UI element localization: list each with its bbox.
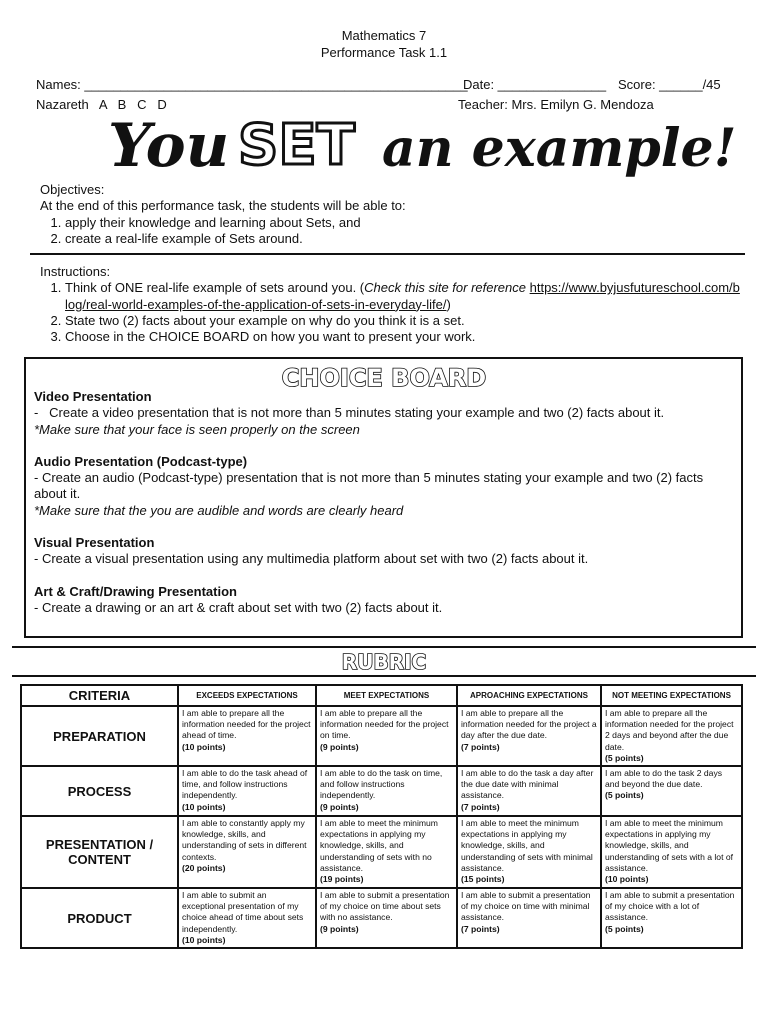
rubric-cell: I am able to do the task 2 days and beyond the due date. (5 points)	[601, 766, 742, 816]
rubric-cell: I am able to submit a presentation of my choice on time with minimal assistance. (7 points)	[457, 888, 601, 948]
banner-you: You	[108, 111, 230, 181]
rubric-cell: I am able to submit a presentation of my choice on time about sets with no assistance. (9 points)	[316, 888, 457, 948]
criteria-label: PROCESS	[21, 766, 178, 816]
table-row	[21, 766, 742, 816]
rubric-cell: I am able to meet the minimum expectations in applying my knowledge, skills, and understanding of sets with minimal assistance. (15 points)	[457, 816, 601, 888]
rubric-cell: I am able to constantly apply my knowledge, skills, and understanding of sets in different contexts. (20 points)	[178, 816, 316, 888]
video-heading: Video Presentation	[34, 389, 152, 404]
rubric-header: APROACHING EXPECTATIONS	[457, 685, 601, 706]
rubric-header: MEET EXPECTATIONS	[316, 685, 457, 706]
rubric-header: CRITERIA	[21, 685, 178, 706]
instruction-item-1	[65, 280, 740, 313]
names-field: Names: _____________________________________________________	[36, 77, 468, 92]
art-heading: Art & Craft/Drawing Presentation	[34, 583, 237, 599]
rubric-cell: I am able to meet the minimum expectations in applying my knowledge, skills, and understanding of sets with a lot of assistance. (10 points)	[601, 816, 742, 888]
svg-text:CHOICE BOARD: CHOICE BOARD	[281, 364, 487, 392]
instruction-item-2: 2. State two (2) facts about your example on why do you think it is a set.	[65, 313, 740, 329]
banner-example: an example!	[382, 118, 737, 179]
instruction-1-italic: Check this site for reference	[364, 280, 530, 296]
criteria-label: PRESENTATION / CONTENT	[21, 816, 178, 888]
svg-text:RUBRIC: RUBRIC	[341, 650, 427, 674]
choice-board	[24, 357, 743, 638]
criteria-label: PRODUCT	[21, 888, 178, 948]
visual-desc: - Create a visual presentation using any multimedia platform about set with two (2) facts about it.	[34, 551, 589, 567]
section-line: Nazareth A B C D	[36, 97, 167, 112]
instruction-1-close: )	[446, 296, 451, 312]
rubric-cell: I am able to prepare all the information needed for the project 2 days and beyond after the due date. (5 points)	[601, 706, 742, 766]
instructions-section	[40, 264, 740, 345]
video-note: *Make sure that your face is seen properly on the screen	[34, 421, 360, 437]
video-desc: - Create a video presentation that is not more than 5 minutes stating your example and two (2) facts about it.	[34, 405, 665, 421]
rubric-cell: I am able to submit a presentation of my choice with a lot of assistance. (5 points)	[601, 888, 742, 948]
score-field: Score: ______/45	[618, 77, 721, 92]
rubric-cell: I am able to submit an exceptional presentation of my choice ahead of time about sets independently. (10 points)	[178, 888, 316, 948]
rubric-table	[20, 684, 743, 949]
subject-title: Mathematics 7	[341, 28, 427, 43]
objective-item: 2. create a real-life example of Sets around.	[65, 231, 740, 247]
instructions-heading: Instructions:	[40, 264, 111, 279]
rubric-rule-bottom	[12, 675, 756, 677]
objective-item: 1. apply their knowledge and learning about Sets, and	[65, 215, 740, 231]
rubric-header: NOT MEETING EXPECTATIONS	[601, 685, 742, 706]
rubric-cell: I am able to prepare all the information needed for the project on time. (9 points)	[316, 706, 457, 766]
audio-note: *Make sure that the you are audible and words are clearly heard	[34, 502, 404, 518]
rubric-cell: I am able to prepare all the information needed for the project a day after the due date. (7 points)	[457, 706, 601, 766]
rubric-header: EXCEEDS EXPECTATIONS	[178, 685, 316, 706]
rubric-header-row	[21, 685, 742, 706]
rubric-cell: I am able to prepare all the information needed for the project ahead of time. (10 points)	[178, 706, 316, 766]
task-title: Performance Task 1.1	[320, 45, 448, 60]
objectives-heading: Objectives:	[40, 182, 105, 197]
art-desc: - Create a drawing or an art & craft about set with two (2) facts about it.	[34, 599, 443, 615]
table-row	[21, 816, 742, 888]
objectives-intro: At the end of this performance task, the students will be able to:	[40, 198, 406, 214]
rubric-cell: I am able to do the task ahead of time, and follow instructions independently. (10 points)	[178, 766, 316, 816]
table-row	[21, 706, 742, 766]
choice-board-title	[273, 363, 495, 391]
criteria-label: PREPARATION	[21, 706, 178, 766]
date-field: Date: _______________	[463, 77, 607, 92]
rubric-cell: I am able to do the task on time, and follow instructions independently. (9 points)	[316, 766, 457, 816]
table-row	[21, 888, 742, 948]
visual-heading: Visual Presentation	[34, 535, 155, 551]
objectives-section	[40, 182, 740, 247]
audio-heading: Audio Presentation (Podcast-type)	[34, 453, 248, 469]
audio-desc: - Create an audio (Podcast-type) presentation that is not more than 5 minutes stating your example and two (2) facts about it.	[34, 470, 704, 502]
instruction-1-text: Think of ONE real-life example of sets around you. (	[65, 280, 365, 296]
banner-title	[100, 108, 737, 181]
rubric-cell: I am able to meet the minimum expectations in applying my knowledge, skills, and understanding of sets with no assistance. (19 points)	[316, 816, 457, 888]
banner-set: SET	[238, 113, 355, 178]
instruction-item-3: 3. Choose in the CHOICE BOARD on how you want to present your work.	[65, 329, 740, 345]
divider	[30, 253, 745, 255]
teacher-name: Teacher: Mrs. Emilyn G. Mendoza	[458, 97, 654, 112]
reference-link[interactable]: https://www.byjusfutureschool.com/blog/real-world-examples-of-the-application-of-sets-in-everyday-life/	[65, 280, 740, 312]
rubric-title	[334, 648, 434, 674]
rubric-cell: I am able to do the task a day after the due date with minimal assistance. (7 points)	[457, 766, 601, 816]
